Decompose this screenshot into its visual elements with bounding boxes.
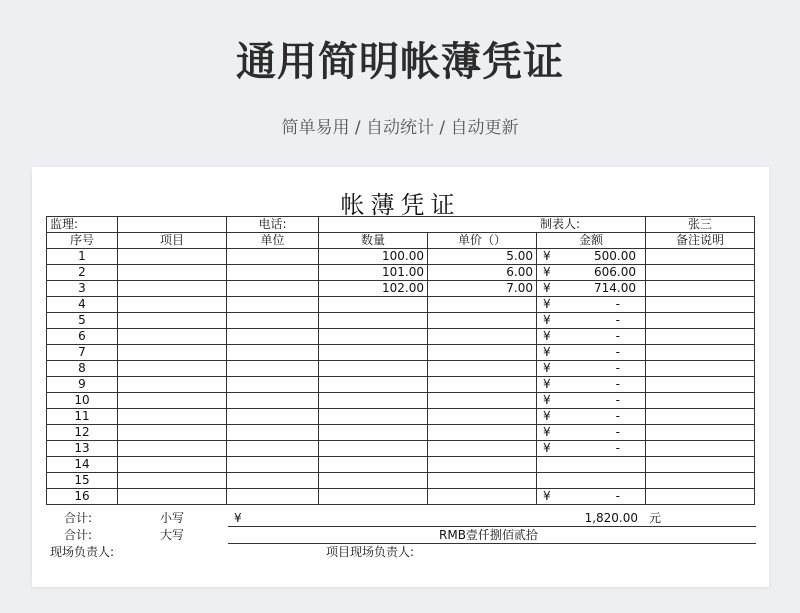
- row-unit[interactable]: [227, 345, 319, 361]
- row-unit[interactable]: [227, 329, 319, 345]
- yen-symbol: ¥: [543, 313, 551, 327]
- row-price[interactable]: [428, 473, 537, 489]
- row-amount[interactable]: [537, 473, 646, 489]
- row-amount[interactable]: [537, 409, 646, 425]
- row-no[interactable]: 14: [47, 457, 118, 473]
- yen-symbol: ¥: [543, 361, 551, 375]
- row-qty[interactable]: [319, 345, 428, 361]
- row-price[interactable]: [428, 409, 537, 425]
- row-price[interactable]: [428, 297, 537, 313]
- yen-symbol: ¥: [543, 249, 551, 263]
- row-amount[interactable]: [537, 489, 646, 505]
- yen-symbol: ¥: [543, 409, 551, 423]
- col-header-item: 项目: [118, 233, 227, 249]
- row-item[interactable]: [118, 489, 227, 505]
- row-no[interactable]: 7: [47, 345, 118, 361]
- row-unit[interactable]: [227, 249, 319, 265]
- upper-case-label: 大写: [160, 528, 185, 542]
- total-label: 合计:: [64, 511, 93, 525]
- row-no[interactable]: 6: [47, 329, 118, 345]
- row-note[interactable]: [646, 393, 755, 409]
- info-row: [47, 217, 755, 233]
- row-note[interactable]: [646, 409, 755, 425]
- row-amount[interactable]: [537, 457, 646, 473]
- row-no[interactable]: 15: [47, 473, 118, 489]
- row-item[interactable]: [118, 425, 227, 441]
- row-qty[interactable]: [319, 457, 428, 473]
- row-note[interactable]: [646, 473, 755, 489]
- row-price[interactable]: [428, 393, 537, 409]
- row-unit[interactable]: [227, 489, 319, 505]
- row-unit[interactable]: [227, 265, 319, 281]
- col-header-qty: 数量: [319, 233, 428, 249]
- row-qty[interactable]: 100.00: [319, 249, 428, 265]
- total-upper-amount[interactable]: RMB壹仟捌佰贰拾: [439, 528, 538, 542]
- table-row: [47, 473, 755, 489]
- row-item[interactable]: [118, 297, 227, 313]
- yen-symbol: ¥: [543, 377, 551, 391]
- supervisor-value[interactable]: [118, 217, 227, 233]
- table-row: [47, 281, 755, 297]
- lower-underline: [228, 510, 756, 527]
- yen-symbol: ¥: [543, 393, 551, 407]
- row-price[interactable]: 7.00: [428, 281, 537, 297]
- col-header-amount: 金额: [537, 233, 646, 249]
- amount-value: -: [615, 377, 620, 391]
- row-note[interactable]: [646, 457, 755, 473]
- row-item[interactable]: [118, 313, 227, 329]
- row-price[interactable]: 6.00: [428, 265, 537, 281]
- amount-value: -: [615, 329, 620, 343]
- row-no[interactable]: 3: [47, 281, 118, 297]
- row-amount[interactable]: [537, 393, 646, 409]
- col-header-price: 单价（）: [428, 233, 537, 249]
- yen-symbol: ¥: [543, 329, 551, 343]
- amount-value: -: [615, 409, 620, 423]
- col-header-note: 备注说明: [646, 233, 755, 249]
- row-no[interactable]: 9: [47, 377, 118, 393]
- amount-value: -: [615, 345, 620, 359]
- row-item[interactable]: [118, 457, 227, 473]
- upper-underline: [228, 527, 756, 544]
- total-upper-row: [46, 527, 756, 544]
- yen-symbol: ¥: [543, 265, 551, 279]
- row-note[interactable]: [646, 361, 755, 377]
- amount-value: 606.00: [594, 265, 636, 279]
- row-unit[interactable]: [227, 393, 319, 409]
- table-row: [47, 441, 755, 457]
- maker-name[interactable]: 张三: [646, 217, 755, 233]
- row-item[interactable]: [118, 393, 227, 409]
- row-unit[interactable]: [227, 361, 319, 377]
- row-amount[interactable]: [537, 249, 646, 265]
- row-qty[interactable]: [319, 297, 428, 313]
- row-note[interactable]: [646, 377, 755, 393]
- row-amount[interactable]: [537, 313, 646, 329]
- row-price[interactable]: [428, 361, 537, 377]
- column-header-row: [47, 233, 755, 249]
- row-no[interactable]: 12: [47, 425, 118, 441]
- row-note[interactable]: [646, 281, 755, 297]
- row-unit[interactable]: [227, 313, 319, 329]
- row-no[interactable]: 13: [47, 441, 118, 457]
- row-price[interactable]: [428, 489, 537, 505]
- row-amount[interactable]: [537, 361, 646, 377]
- table-row: [47, 265, 755, 281]
- row-unit[interactable]: [227, 457, 319, 473]
- yen-symbol: ¥: [543, 297, 551, 311]
- row-qty[interactable]: 101.00: [319, 265, 428, 281]
- row-price[interactable]: [428, 441, 537, 457]
- row-amount[interactable]: [537, 265, 646, 281]
- row-unit[interactable]: [227, 441, 319, 457]
- row-price[interactable]: [428, 329, 537, 345]
- row-item[interactable]: [118, 377, 227, 393]
- yen-symbol: ¥: [543, 345, 551, 359]
- row-item[interactable]: [118, 329, 227, 345]
- row-note[interactable]: [646, 329, 755, 345]
- table-row: [47, 329, 755, 345]
- voucher-table: [46, 216, 755, 505]
- yen-symbol: ¥: [543, 489, 551, 503]
- lower-case-label: 小写: [160, 511, 185, 525]
- voucher-sheet: [32, 167, 769, 587]
- currency-unit: 元: [649, 511, 662, 525]
- yen-symbol: ¥: [543, 441, 551, 455]
- amount-value: -: [615, 393, 620, 407]
- row-item[interactable]: [118, 249, 227, 265]
- total-yen-symbol: ¥: [234, 511, 242, 525]
- site-lead-label: 现场负责人:: [50, 545, 115, 559]
- table-row: [47, 409, 755, 425]
- phone-label: 电话:: [227, 217, 319, 233]
- row-qty[interactable]: [319, 329, 428, 345]
- project-lead-label: 项目现场负责人:: [326, 545, 415, 559]
- row-qty[interactable]: 102.00: [319, 281, 428, 297]
- row-qty[interactable]: [319, 393, 428, 409]
- amount-value: -: [615, 425, 620, 439]
- col-header-unit: 单位: [227, 233, 319, 249]
- row-item[interactable]: [118, 441, 227, 457]
- col-header-no: 序号: [47, 233, 118, 249]
- row-price[interactable]: [428, 425, 537, 441]
- row-qty[interactable]: [319, 425, 428, 441]
- total-lower-amount[interactable]: 1,820.00: [584, 511, 638, 525]
- total-lower-row: [46, 510, 756, 527]
- table-row: [47, 457, 755, 473]
- amount-value: -: [615, 313, 620, 327]
- row-qty[interactable]: [319, 441, 428, 457]
- row-item[interactable]: [118, 265, 227, 281]
- page-subtitle: 简单易用 / 自动统计 / 自动更新: [281, 118, 519, 138]
- supervisor-label: 监理:: [47, 217, 118, 233]
- amount-value: 500.00: [594, 249, 636, 263]
- table-row: [47, 297, 755, 313]
- row-note[interactable]: [646, 249, 755, 265]
- table-row: [47, 425, 755, 441]
- amount-value: -: [615, 441, 620, 455]
- phone-value[interactable]: [319, 217, 646, 233]
- table-row: [47, 361, 755, 377]
- row-no[interactable]: 16: [47, 489, 118, 505]
- row-amount[interactable]: [537, 377, 646, 393]
- row-note[interactable]: [646, 297, 755, 313]
- row-no[interactable]: 10: [47, 393, 118, 409]
- row-price[interactable]: 5.00: [428, 249, 537, 265]
- row-unit[interactable]: [227, 473, 319, 489]
- row-amount[interactable]: [537, 329, 646, 345]
- row-qty[interactable]: [319, 473, 428, 489]
- yen-symbol: ¥: [543, 281, 551, 295]
- row-amount[interactable]: [537, 345, 646, 361]
- row-note[interactable]: [646, 265, 755, 281]
- row-item[interactable]: [118, 281, 227, 297]
- row-item[interactable]: [118, 409, 227, 425]
- table-row: [47, 489, 755, 505]
- total-label-2: 合计:: [64, 528, 93, 542]
- row-qty[interactable]: [319, 361, 428, 377]
- row-price[interactable]: [428, 377, 537, 393]
- row-qty[interactable]: [319, 489, 428, 505]
- maker-label: 制表人:: [540, 217, 581, 231]
- row-note[interactable]: [646, 313, 755, 329]
- row-qty[interactable]: [319, 313, 428, 329]
- row-price[interactable]: [428, 345, 537, 361]
- row-note[interactable]: [646, 489, 755, 505]
- amount-value: -: [615, 297, 620, 311]
- row-unit[interactable]: [227, 409, 319, 425]
- amount-value: 714.00: [594, 281, 636, 295]
- table-row: [47, 393, 755, 409]
- row-note[interactable]: [646, 441, 755, 457]
- row-note[interactable]: [646, 345, 755, 361]
- row-unit[interactable]: [227, 297, 319, 313]
- row-item[interactable]: [118, 345, 227, 361]
- row-no[interactable]: 11: [47, 409, 118, 425]
- row-amount[interactable]: [537, 441, 646, 457]
- row-no[interactable]: 2: [47, 265, 118, 281]
- voucher-footer: [46, 510, 756, 561]
- row-no[interactable]: 1: [47, 249, 118, 265]
- amount-value: -: [615, 489, 620, 503]
- table-row: [47, 249, 755, 265]
- table-row: [47, 377, 755, 393]
- row-qty[interactable]: [319, 409, 428, 425]
- table-row: [47, 313, 755, 329]
- row-item[interactable]: [118, 361, 227, 377]
- row-qty[interactable]: [319, 377, 428, 393]
- amount-value: -: [615, 361, 620, 375]
- row-item[interactable]: [118, 473, 227, 489]
- row-price[interactable]: [428, 313, 537, 329]
- row-amount[interactable]: [537, 281, 646, 297]
- row-no[interactable]: 8: [47, 361, 118, 377]
- row-note[interactable]: [646, 425, 755, 441]
- yen-symbol: ¥: [543, 425, 551, 439]
- signature-row: [46, 544, 756, 561]
- row-unit[interactable]: [227, 377, 319, 393]
- row-no[interactable]: 4: [47, 297, 118, 313]
- row-price[interactable]: [428, 457, 537, 473]
- voucher-title: 帐薄凭证: [340, 191, 461, 219]
- row-amount[interactable]: [537, 297, 646, 313]
- row-amount[interactable]: [537, 425, 646, 441]
- table-row: [47, 345, 755, 361]
- row-unit[interactable]: [227, 425, 319, 441]
- row-no[interactable]: 5: [47, 313, 118, 329]
- row-unit[interactable]: [227, 281, 319, 297]
- page-title: 通用简明帐薄凭证: [236, 39, 564, 85]
